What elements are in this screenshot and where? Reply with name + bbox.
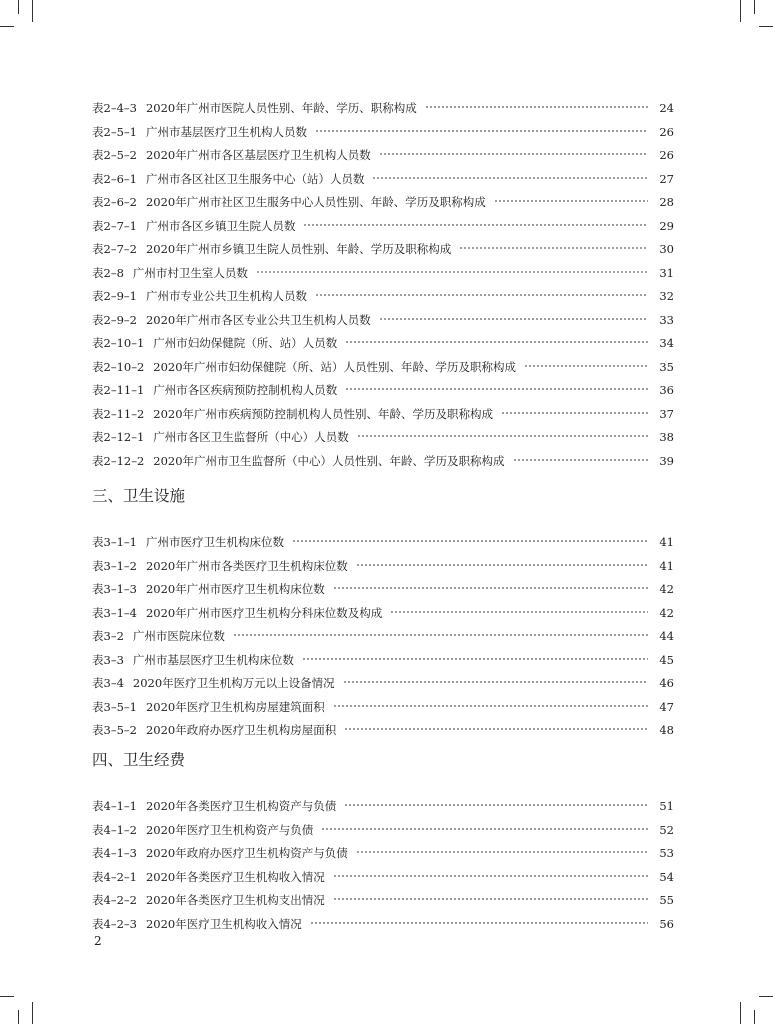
table-title: 2020年广州市卫生监督所（中心）人员性别、年龄、学历及职称构成: [153, 453, 505, 468]
toc-entry[interactable]: [92, 841, 674, 860]
page-ref: 46: [659, 676, 674, 690]
dot-leader: [372, 167, 648, 183]
page-ref: 52: [659, 822, 674, 837]
table-number: 表2–10–2: [92, 359, 145, 374]
dot-leader: [357, 425, 648, 441]
table-number: 表4–1–1: [92, 799, 137, 813]
toc-entry[interactable]: [92, 624, 674, 643]
dot-leader: [379, 143, 648, 159]
page-ref: 44: [659, 629, 674, 643]
table-number: 表2–9–2: [92, 312, 137, 327]
dot-leader: [425, 96, 648, 112]
toc-entry[interactable]: [92, 695, 674, 714]
page-ref: 31: [659, 265, 674, 280]
table-title: 2020年医疗卫生机构房屋建筑面积: [145, 699, 325, 714]
table-number: 表2–6–1: [92, 171, 137, 186]
toc-entry[interactable]: [92, 214, 674, 233]
toc-entry[interactable]: [92, 818, 674, 837]
table-number: 表2–11–1: [92, 383, 145, 397]
page-ref: 30: [659, 242, 674, 256]
page-ref: 41: [659, 535, 674, 549]
table-number: 表4–2–3: [92, 916, 137, 931]
table-title: 广州市村卫生室人员数: [132, 265, 248, 280]
table-title: 2020年广州市乡镇卫生院人员性别、年龄、学历及职称构成: [145, 242, 452, 256]
page-ref: 55: [659, 893, 674, 907]
table-number: 表2–8: [92, 265, 124, 280]
page-ref: 41: [659, 558, 674, 573]
table-number: 表2–7–2: [92, 242, 137, 256]
dot-leader: [315, 120, 648, 136]
table-title: 2020年广州市社区卫生服务中心人员性别、年龄、学历及职称构成: [145, 195, 486, 209]
page-ref: 27: [659, 171, 674, 186]
page-ref: 54: [659, 869, 674, 884]
table-of-contents: [92, 0, 674, 1024]
page-ref: 39: [659, 453, 674, 468]
table-number: 表3–4: [92, 676, 124, 690]
table-title: 广州市各区社区卫生服务中心（站）人员数: [145, 171, 365, 186]
toc-entry[interactable]: [92, 378, 674, 397]
dot-leader: [494, 190, 648, 206]
page-ref: 36: [659, 383, 674, 397]
table-number: 表4–2–2: [92, 893, 137, 907]
dot-leader: [345, 331, 648, 347]
dot-leader: [315, 284, 648, 300]
page-ref: 37: [659, 406, 674, 421]
dot-leader: [379, 308, 648, 324]
page-ref: 45: [659, 652, 674, 667]
table-title: 广州市医院床位数: [132, 629, 225, 643]
table-title: 2020年政府办医疗卫生机构房屋面积: [145, 723, 337, 737]
dot-leader: [310, 912, 648, 928]
toc-entry[interactable]: [92, 143, 674, 162]
toc-entry[interactable]: [92, 308, 674, 327]
table-number: 表2–12–1: [92, 430, 145, 444]
toc-entry[interactable]: [92, 190, 674, 209]
table-title: 2020年广州市妇幼保健院（所、站）人员性别、年龄、学历及职称构成: [153, 359, 517, 374]
table-number: 表4–1–2: [92, 822, 137, 837]
toc-entry[interactable]: [92, 120, 674, 139]
table-number: 表3–2: [92, 629, 124, 643]
table-title: 2020年广州市医疗卫生机构分科床位数及构成: [145, 605, 383, 620]
table-number: 表3–1–3: [92, 582, 137, 596]
table-title: 广州市妇幼保健院（所、站）人员数: [153, 336, 338, 350]
table-title: 2020年广州市各区专业公共卫生机构人员数: [145, 312, 371, 327]
dot-leader: [333, 888, 648, 904]
section-heading: 三、卫生设施: [92, 487, 186, 505]
page-ref: 32: [659, 289, 674, 303]
table-number: 表2–11–2: [92, 406, 145, 421]
table-title: 广州市专业公共卫生机构人员数: [145, 289, 307, 303]
dot-leader: [356, 554, 648, 570]
toc-entry[interactable]: [92, 718, 674, 737]
table-title: 2020年广州市疾病预防控制机构人员性别、年龄、学历及职称构成: [153, 406, 494, 421]
page-ref: 34: [659, 336, 674, 350]
dot-leader: [233, 624, 648, 640]
toc-entry[interactable]: [92, 402, 674, 421]
dot-leader: [501, 402, 648, 418]
table-number: 表3–1–2: [92, 558, 137, 573]
toc-entry[interactable]: [92, 355, 674, 374]
dot-leader: [344, 718, 648, 734]
page-ref: 47: [659, 699, 674, 714]
table-number: 表2–12–2: [92, 453, 145, 468]
table-number: 表3–5–2: [92, 723, 137, 737]
table-number: 表2–5–1: [92, 124, 137, 139]
table-title: 广州市基层医疗卫生机构床位数: [132, 652, 294, 667]
table-number: 表4–2–1: [92, 869, 137, 884]
table-number: 表2–10–1: [92, 336, 145, 350]
toc-entry[interactable]: [92, 912, 674, 931]
page-ref: 51: [659, 799, 674, 813]
table-number: 表3–1–1: [92, 535, 137, 549]
dot-leader: [345, 378, 648, 394]
table-title: 2020年医疗卫生机构万元以上设备情况: [132, 676, 335, 690]
table-number: 表2–6–2: [92, 195, 137, 209]
table-number: 表2–4–3: [92, 101, 137, 115]
dot-leader: [321, 818, 648, 834]
table-number: 表2–5–2: [92, 148, 137, 162]
dot-leader: [303, 214, 648, 230]
dot-leader: [333, 695, 648, 711]
dot-leader: [390, 601, 648, 617]
table-title: 广州市基层医疗卫生机构人员数: [145, 124, 307, 139]
dot-leader: [459, 237, 648, 253]
page-ref: 26: [659, 148, 674, 162]
toc-entry[interactable]: [92, 865, 674, 884]
table-title: 2020年各类医疗卫生机构支出情况: [145, 893, 325, 907]
page-ref: 53: [659, 846, 674, 860]
dot-leader: [343, 671, 648, 687]
dot-leader: [344, 794, 648, 810]
table-title: 2020年政府办医疗卫生机构资产与负债: [145, 846, 348, 860]
toc-entry[interactable]: [92, 554, 674, 573]
toc-entry[interactable]: [92, 888, 674, 907]
page-ref: 26: [659, 124, 674, 139]
table-title: 广州市医疗卫生机构床位数: [145, 535, 284, 549]
page-ref: 35: [659, 359, 674, 374]
section-heading: 四、卫生经费: [92, 751, 186, 769]
dot-leader: [356, 841, 648, 857]
table-title: 2020年各类医疗卫生机构收入情况: [145, 869, 325, 884]
toc-entry[interactable]: [92, 449, 674, 468]
table-title: 广州市各区卫生监督所（中心）人员数: [153, 430, 349, 444]
table-number: 表2–9–1: [92, 289, 137, 303]
table-number: 表3–5–1: [92, 699, 137, 714]
page-number: 2: [94, 934, 102, 948]
table-title: 2020年广州市各区基层医疗卫生机构人员数: [145, 148, 371, 162]
page-ref: 42: [659, 582, 674, 596]
page-ref: 42: [659, 605, 674, 620]
toc-entry[interactable]: [92, 671, 674, 690]
table-title: 2020年医疗卫生机构收入情况: [145, 916, 302, 931]
page-ref: 28: [659, 195, 674, 209]
toc-entry[interactable]: [92, 284, 674, 303]
table-title: 广州市各区乡镇卫生院人员数: [145, 218, 296, 233]
toc-entry[interactable]: [92, 794, 674, 813]
dot-leader: [333, 577, 648, 593]
table-title: 广州市各区疾病预防控制机构人员数: [153, 383, 338, 397]
toc-entry[interactable]: [92, 425, 674, 444]
toc-entry[interactable]: [92, 167, 674, 186]
dot-leader: [292, 530, 648, 546]
table-title: 2020年广州市医院人员性别、年龄、学历、职称构成: [145, 101, 417, 115]
toc-entry[interactable]: [92, 96, 674, 115]
page-ref: 29: [659, 218, 674, 233]
page-ref: 33: [659, 312, 674, 327]
dot-leader: [302, 648, 648, 664]
toc-entry[interactable]: [92, 648, 674, 667]
table-number: 表2–7–1: [92, 218, 137, 233]
dot-leader: [333, 865, 648, 881]
table-number: 表3–3: [92, 652, 124, 667]
table-title: 2020年广州市医疗卫生机构床位数: [145, 582, 325, 596]
toc-entry[interactable]: [92, 261, 674, 280]
page-ref: 56: [659, 916, 674, 931]
toc-entry[interactable]: [92, 237, 674, 256]
dot-leader: [256, 261, 648, 277]
table-title: 2020年各类医疗卫生机构资产与负债: [145, 799, 337, 813]
toc-entry[interactable]: [92, 577, 674, 596]
toc-entry[interactable]: [92, 331, 674, 350]
page-ref: 38: [659, 430, 674, 444]
toc-entry[interactable]: [92, 530, 674, 549]
toc-entry[interactable]: [92, 601, 674, 620]
table-title: 2020年广州市各类医疗卫生机构床位数: [145, 558, 348, 573]
dot-leader: [524, 355, 648, 371]
table-number: 表4–1–3: [92, 846, 137, 860]
table-title: 2020年医疗卫生机构资产与负债: [145, 822, 314, 837]
dot-leader: [513, 449, 648, 465]
page-ref: 48: [659, 723, 674, 737]
page-ref: 24: [659, 101, 674, 115]
table-number: 表3–1–4: [92, 605, 137, 620]
